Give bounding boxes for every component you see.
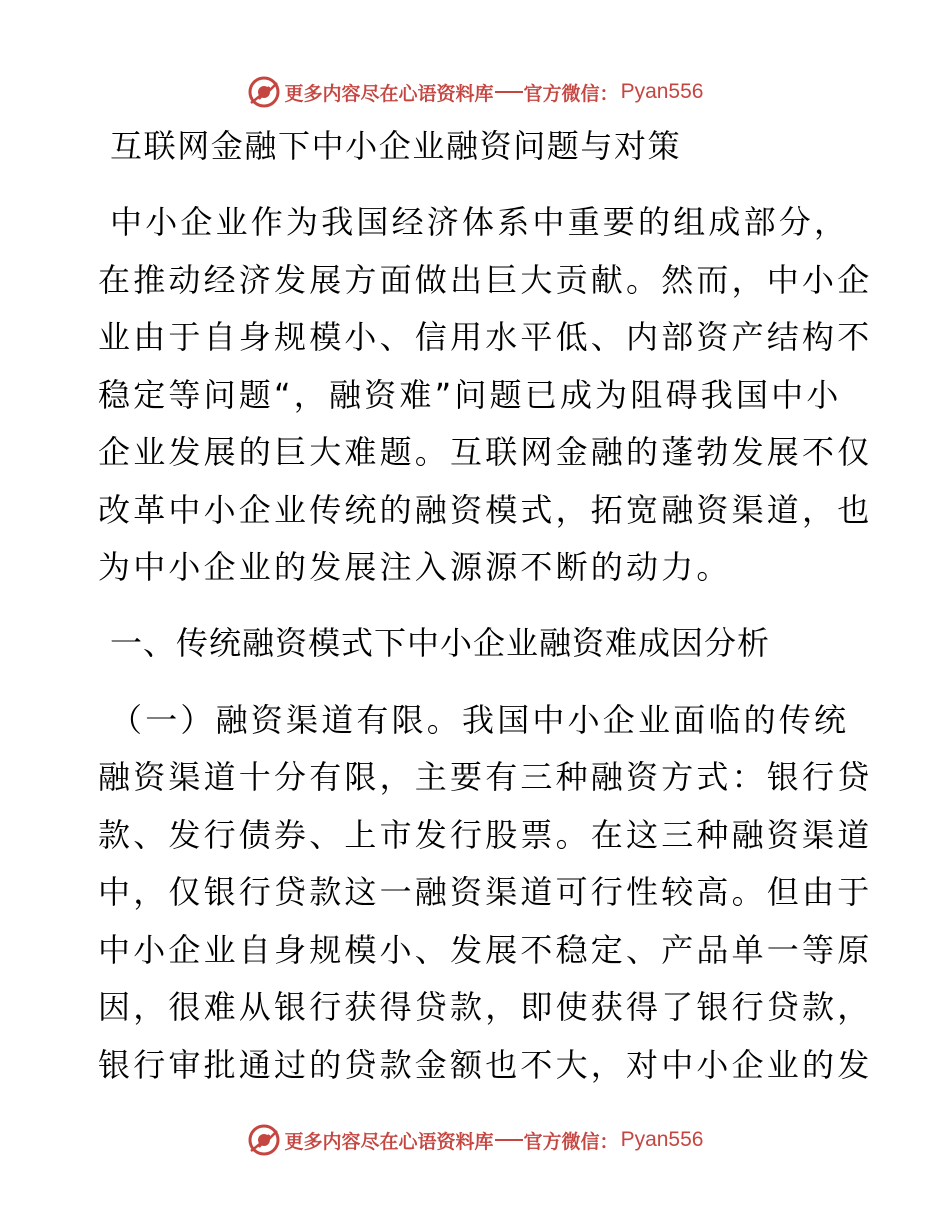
red-disc-logo-icon (247, 1123, 281, 1157)
watermark-dash (495, 91, 523, 93)
red-disc-logo-icon (247, 75, 281, 109)
section-1-heading: 一、传统融资模式下中小企业融资难成因分析 (110, 624, 771, 662)
paragraph-1-line-4: 稳定等问题“，融资难”问题已成为阻碍我国中小 (98, 376, 842, 414)
paragraph-2-line-1: （一）融资渠道有限。我国中小企业面临的传统 (110, 701, 850, 739)
watermark-wechat-id: Pyan556 (620, 80, 704, 103)
watermark-wechat-label: 官方微信： (523, 82, 619, 105)
paragraph-1-line-7: 为中小企业的发展注入源源不断的动力。 (98, 548, 732, 586)
paragraph-2-line-3: 款、发行债券、上市发行股票。在这三种融资渠道 (98, 816, 873, 854)
paragraph-2-line-4: 中，仅银行贷款这一融资渠道可行性较高。但由于 (98, 873, 873, 911)
watermark-dash (495, 1139, 523, 1141)
paragraph-1-line-3: 业由于自身规模小、信用水平低、内部资产结构不 (98, 318, 873, 356)
paragraph-1-line-6: 改革中小企业传统的融资模式，拓宽融资渠道，也 (98, 491, 873, 529)
paragraph-1-line-1: 中小企业作为我国经济体系中重要的组成部分， (110, 203, 850, 241)
paragraph-2-line-6: 因，很难从银行获得贷款，即使获得了银行贷款， (98, 988, 873, 1026)
watermark-text: 更多内容尽在心语资料库 (284, 1130, 494, 1153)
watermark-wechat-label: 官方微信： (523, 1130, 619, 1153)
watermark-text: 更多内容尽在心语资料库 (284, 82, 494, 105)
watermark-banner-bottom (0, 1120, 950, 1160)
document-title: 互联网金融下中小企业融资问题与对策 (110, 127, 682, 165)
watermark-banner-top (0, 72, 950, 112)
paragraph-2-line-2: 融资渠道十分有限，主要有三种融资方式：银行贷 (98, 758, 873, 796)
paragraph-1-line-2: 在推动经济发展方面做出巨大贡献。然而，中小企 (98, 261, 873, 299)
watermark-wechat-id: Pyan556 (620, 1128, 704, 1151)
paragraph-2-line-5: 中小企业自身规模小、发展不稳定、产品单一等原 (98, 931, 873, 969)
paragraph-1-line-5: 企业发展的巨大难题。互联网金融的蓬勃发展不仅 (98, 433, 873, 471)
paragraph-2-line-7: 银行审批通过的贷款金额也不大，对中小企业的发 (98, 1046, 873, 1084)
